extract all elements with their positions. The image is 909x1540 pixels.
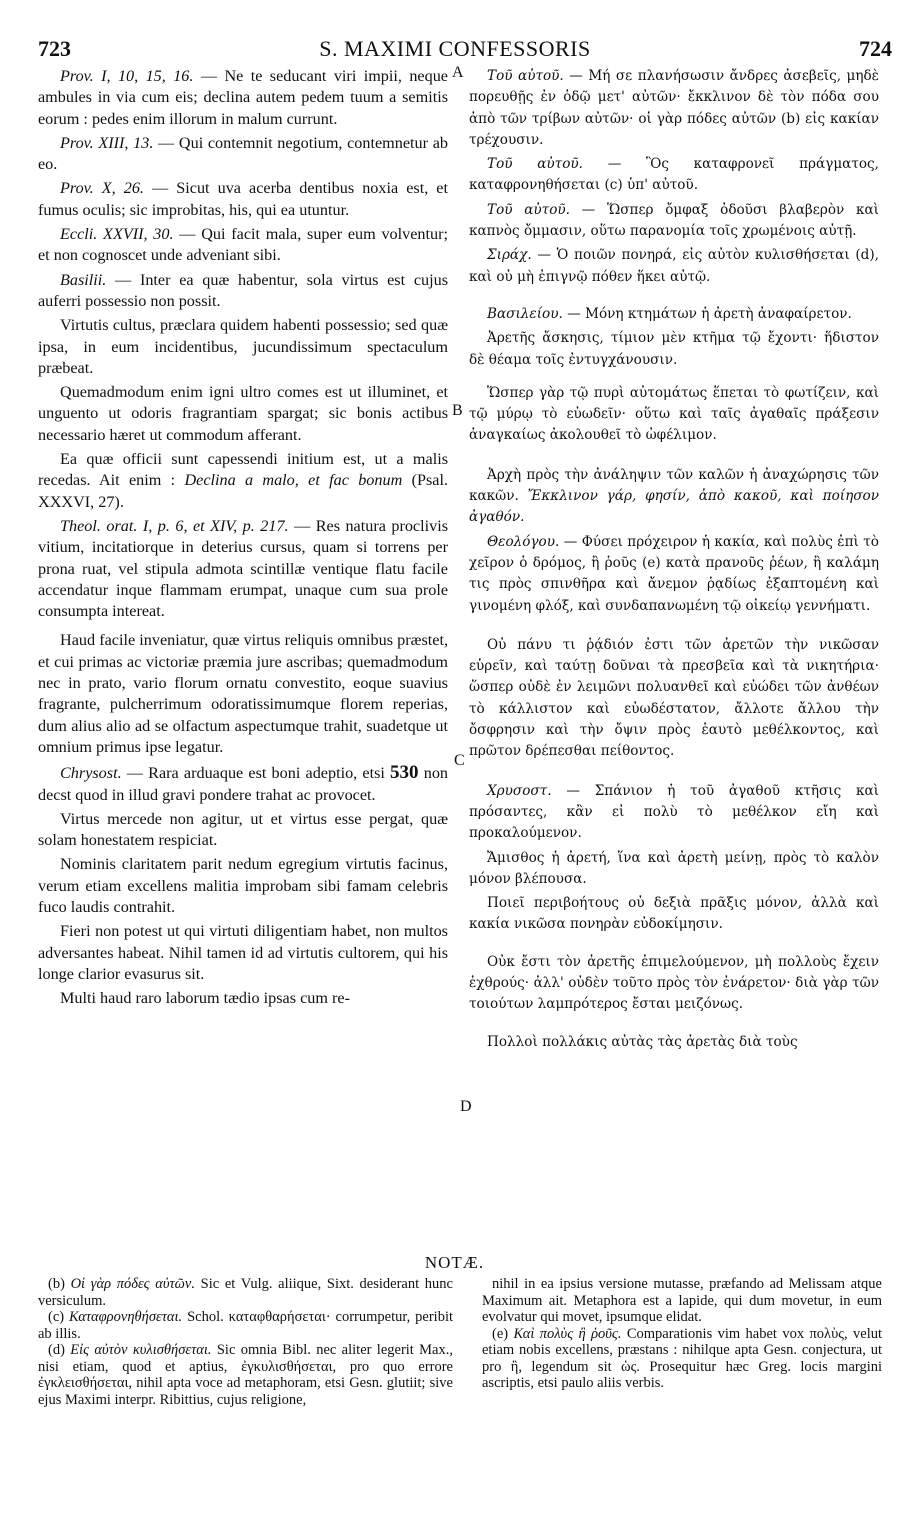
latin-paragraph [38,224,448,267]
footnote-text: Sic et Vulg. aliique, Sixt. desiderant hunc versiculum. [38,1276,453,1309]
margin-letter-c: C [454,752,465,769]
latin-paragraph [38,809,448,852]
greek-text: — Μή σε πλανήσωσιν ἄνδρες ἀσεβεῖς, μηδὲ πορευθῇς ἐν ὁδῷ μετ' αὐτῶν· ἔκκλινον δὲ τὸν πόδα σου ἀπὸ τῶν τρίβων αὐτῶν· οἱ γὰρ πόδες αὐτῶν (b) εἰς κακίαν τρέχουσιν. [469,68,879,148]
latin-text: Fieri non potest ut qui virtuti diligentiam habet, non multos adversantes habeat. Nihil tamen id ad virtutis cultorem, qui his longe clarior evasurus sit. [38,922,448,983]
greek-paragraph [469,465,879,529]
latin-text: Haud facile inveniatur, quæ virtus reliquis omnibus præstet, et cui primas ac victoriæ præmia jure ascribas; quemadmodum nec in prato, vario florum ornatu convestito, eoque suavius fragrante, pulcherrimum odoratissimumque florem reperias, dum alius alio ad se olfactum aspectumque trahit, suadetque ut omnium primus ipse legatur. [38,631,448,756]
greek-text: — Ὃς καταφρονεῖ πράγματος, καταφρονηθήσεται (c) ὑπ' αὐτοῦ. [469,156,879,194]
greek-source: Χρυσοστ. [487,782,552,799]
footnote-text: nihil in ea ipsius versione mutasse, præfando ad Melissam atque Maximum ait. Metaphora est a lapide, qui dum movetur, in eum evolvatur qui movet, ipsumque elidat. [482,1276,882,1325]
latin-source: Prov. I, 10, 15, 16. [60,67,194,85]
latin-text: Multi haud raro laborum tædio ipsas cum re- [60,989,350,1008]
margin-letter-b: B [452,402,463,419]
latin-paragraph [38,921,448,985]
latin-text: Nominis claritatem parit nedum egregium virtutis facinus, verum etiam excellens malitia improbam sibi famam celebris fuco laudis contrahit. [38,855,448,916]
latin-paragraph [38,315,448,379]
footnote-marker: (b) [48,1276,71,1292]
footnote-lemma: Καταφρονηθήσεται. [69,1309,183,1325]
latin-text: Ea quæ officii sunt capessendi initium est, ut a malis recedas. Ait enim : [38,450,448,490]
greek-source: Θεολόγου. [487,533,560,550]
latin-paragraph [38,449,448,513]
greek-source: Τοῦ αὐτοῦ. [487,156,583,173]
greek-paragraph [469,532,879,617]
latin-text: — Sicut uva acerba dentibus noxia est, et fumus oculis; sic improbitas, his, qui ea utuntur. [38,179,448,219]
footnote-text: Schol. καταφθαρήσεται· corrumpetur, peribit ab illis. [38,1309,453,1342]
greek-paragraph [469,328,879,371]
greek-text: Ποιεῖ περιβοήτους οὐ δεξιὰ πρᾶξις μόνον, ἀλλὰ καὶ κακία νικῶσα πονηρὰν εὐδοκίμησιν. [469,895,879,933]
latin-text: Virtus mercede non agitur, ut et virtus esse pergat, quæ solam honestatem respiciat. [38,809,448,850]
latin-text-tail: (Psal. XXXVI, 27). [38,471,448,511]
footnote [38,1276,453,1309]
greek-source: Τοῦ αὐτοῦ. [487,68,564,84]
latin-source: Chrysost. [60,764,122,783]
latin-source: Prov. X, 26. [60,179,144,198]
greek-paragraph [469,848,879,891]
latin-text: Virtutis cultus, præclara quidem habenti possessio; sed quæ ipsa, in eum incidentibus, jucundissimum spectaculum præbeat. [38,316,448,377]
page-header [30,36,892,66]
greek-quote: Ἔκκλινον γάρ, φησίν, ἀπὸ κακοῦ, καὶ ποίησον ἀγαθόν. [469,488,879,526]
greek-text: Ὥσπερ γὰρ τῷ πυρὶ αὐτομάτως ἕπεται τὸ φωτίζειν, καὶ τῷ μύρῳ τὸ εὐωδεῖν· οὕτω καὶ ταῖς ἀγαθαῖς πράξεσιν ἀναγκαίως ἀκολουθεῖ τὸ ὠφέλιμον. [469,384,879,444]
greek-text: Πολλοὶ πολλάκις αὐτὰς τὰς ἀρετὰς διὰ τοὺς [487,1033,798,1050]
latin-paragraph [38,382,448,446]
greek-paragraph [469,893,879,936]
greek-paragraph [469,781,879,845]
greek-text: Οὐκ ἔστι τὸν ἀρετῆς ἐπιμελούμενον, μὴ πολλοὺς ἔχειν ἐχθρούς· ἀλλ' οὐδὲν τοῦτο πρὸς τὸν ἐνάρετον· διὰ γὰρ τῶν τοιούτων λαμπρότερος ἔσται μειζόνως. [469,953,879,1013]
greek-source: Σιράχ. [487,247,532,264]
greek-paragraph [469,952,879,1016]
greek-text: Οὐ πάνυ τι ῥᾴδιόν ἐστι τῶν ἀρετῶν τὴν νικῶσαν εὑρεῖν, καὶ ταύτῃ δοῦναι τὰ πρεσβεῖα καὶ τὰ νικητήρια· ὥσπερ οὐδὲ ἐν λειμῶνι πολυανθεῖ καὶ εὐώδει τῶν ἀνθέων τὸ κάλλιστον καὶ εὐωδέστατον, ἄλλοτε ἄλλου τὴν ὄσφρησιν καὶ τὴν ὄψιν πρὸς ἑαυτὸ μεθέλκοντος, καὶ πρῶτον δρέπεσθαι πείθοντος. [469,636,879,760]
latin-text: — Rara arduaque est boni adeptio, etsi [121,764,391,783]
footnote [482,1276,882,1326]
footnote-lemma: Καὶ πολὺς ἢ ῥοῦς. [513,1325,622,1342]
running-title: S. MAXIMI CONFESSORIS [319,36,591,61]
greek-paragraph [469,200,879,243]
greek-text: — Σπάνιον ἡ τοῦ ἀγαθοῦ κτῆσις καὶ πρόσαντες, κἂν εἰ πολὺ τὸ μεθέλκον εἴη καὶ προκαλούμενον. [469,782,879,842]
latin-text: — Qui facit mala, super eum volventur; et non cognoscet unde adveniant sibi. [38,225,448,265]
latin-paragraph [38,988,448,1009]
footnote-marker: (d) [48,1342,71,1358]
footnote [38,1342,453,1408]
latin-text: — Res natura proclivis vitium, incitatiorque in deterius cursus, quam si torrens per prona ruat, vel stipula admota scintillæ ventique flatu facile accendatur inque flammam erumpat, unaque cum sua prole consumpta intereat. [38,516,448,621]
greek-paragraph [469,154,879,197]
latin-text-tail: non decst quod in illud gravi pondere trahat ac provocet. [38,764,449,804]
greek-paragraph [469,635,879,763]
footnote-lemma: Εἰς αὐτὸν κυλισθήσεται. [70,1342,212,1358]
latin-paragraph [38,630,448,758]
notes-left-column [38,1276,453,1408]
latin-text: — Qui contemnit negotium, contemnetur ab eo. [38,133,448,174]
footnote [38,1309,453,1342]
latin-paragraph [38,66,448,130]
greek-source: Βασιλείου. [487,305,563,322]
greek-paragraph [469,245,879,288]
greek-text: Ἄμισθος ἡ ἀρετή, ἵνα καὶ ἀρετὴ μείνῃ, πρὸς τὸ καλὸν μόνον βλέπουσα. [469,849,879,887]
greek-source: Τοῦ αὐτοῦ. [487,201,570,218]
notes-right-column [482,1276,882,1392]
greek-paragraph [469,1032,879,1053]
footnote-marker: (c) [48,1309,69,1325]
latin-text: — Inter ea quæ habentur, sola virtus est cujus auferri possessio non possit. [38,270,448,310]
greek-text: — Φύσει πρόχειρον ἡ κακία, καὶ πολὺς ἐπὶ τὸ χεῖρον ὁ δρόμος, ἢ ῥοῦς (e) κατὰ πρανοῦς ῥέων, ἢ καλάμη τις πρὸς σπινθῆρα καὶ ἄνεμον ῥᾳδίως ἐξαπτομένη καὶ γινομένη φλόξ, καὶ συνδαπανωμένη τῷ οἰκείῳ γεννήματι. [469,533,879,614]
latin-paragraph [38,133,448,176]
column-number: 530 [390,762,419,784]
latin-source: Basilii. [60,270,107,289]
greek-text: — Ὥσπερ ὄμφαξ ὀδοῦσι βλαβερὸν καὶ καπνὸς ὄμμασιν, οὕτω παρανομία τοῖς χρωμένοις αὐτῇ. [469,201,879,240]
greek-text: — Ὁ ποιῶν πονηρά, εἰς αὐτὸν κυλισθήσεται (d), καὶ οὐ μὴ ἐπιγνῷ πόθεν ἥκει αὐτῷ. [469,247,879,285]
latin-source: Prov. XIII, 13. [60,133,154,152]
latin-text: Quemadmodum enim igni ultro comes est ut illuminet, et unguento ut odoris fragrantiam spargat; sic bonis actibus necessario hæret ut commodum afferant. [38,383,448,444]
footnote-lemma: Οἱ γὰρ πόδες αὐτῶν. [70,1276,195,1292]
greek-paragraph [469,304,879,325]
greek-paragraph [469,383,879,447]
footnote-marker: (e) [492,1325,514,1342]
latin-paragraph [38,178,448,221]
latin-paragraph [38,762,448,806]
latin-paragraph [38,854,448,918]
margin-letter-a: A [452,64,464,81]
footnote-text: Comparationis vim habet vox πολὺς, velut etiam nobis excellens, præstans : nihilque apta Gesn. conjectura, ut pro ἢ, legendum sit ὡς. Prosequitur hæc Greg. locis margini ascriptis, etsi paulo aliis verbis. [482,1325,883,1391]
greek-text: — Μόνη κτημάτων ἡ ἀρετὴ ἀναφαίρετον. [562,305,852,322]
latin-column [38,66,448,1012]
latin-source: Theol. orat. I, p. 6, et XIV, p. 217. [60,516,289,535]
greek-column [469,66,879,1056]
latin-source: Eccli. XXVII, 30. [60,225,174,244]
margin-letter-d: D [460,1098,472,1115]
latin-quote: Declina a malo, et fac bonum [184,471,403,490]
greek-text: Ἀρετῆς ἄσκησις, τίμιον μὲν κτῆμα τῷ ἔχοντι· ἥδιστον δὲ θέαμα τοῖς ἐντυγχάνουσιν. [469,330,879,368]
greek-text: Ἀρχὴ πρὸς τὴν ἀνάληψιν τῶν καλῶν ἡ ἀναχώρησις τῶν κακῶν. [469,466,879,505]
page-number-left: 723 [38,36,71,61]
footnote [482,1326,882,1392]
greek-paragraph [469,66,879,151]
latin-text: — Ne te seducant viri impii, neque ambules in via cum eis; declina autem pedem tuum a semitis eorum : pedes enim illorum in malum currunt. [38,67,448,128]
notes-title: NOTÆ. [424,1253,485,1272]
latin-paragraph [38,270,448,313]
footnote-text: Sic omnia Bibl. nec aliter legerit Max., nisi etiam, quod et aptius, ἐγκυλισθήσεται, pro quo errore ἐγκλεισθήσεται, nihil apta voce ad metaphoram, etsi Gesn. glutiit; sive ejus Maximi interpr. Ribittius, cujus religione, [38,1342,453,1408]
page-number-right: 724 [859,36,892,61]
latin-paragraph [38,516,448,622]
